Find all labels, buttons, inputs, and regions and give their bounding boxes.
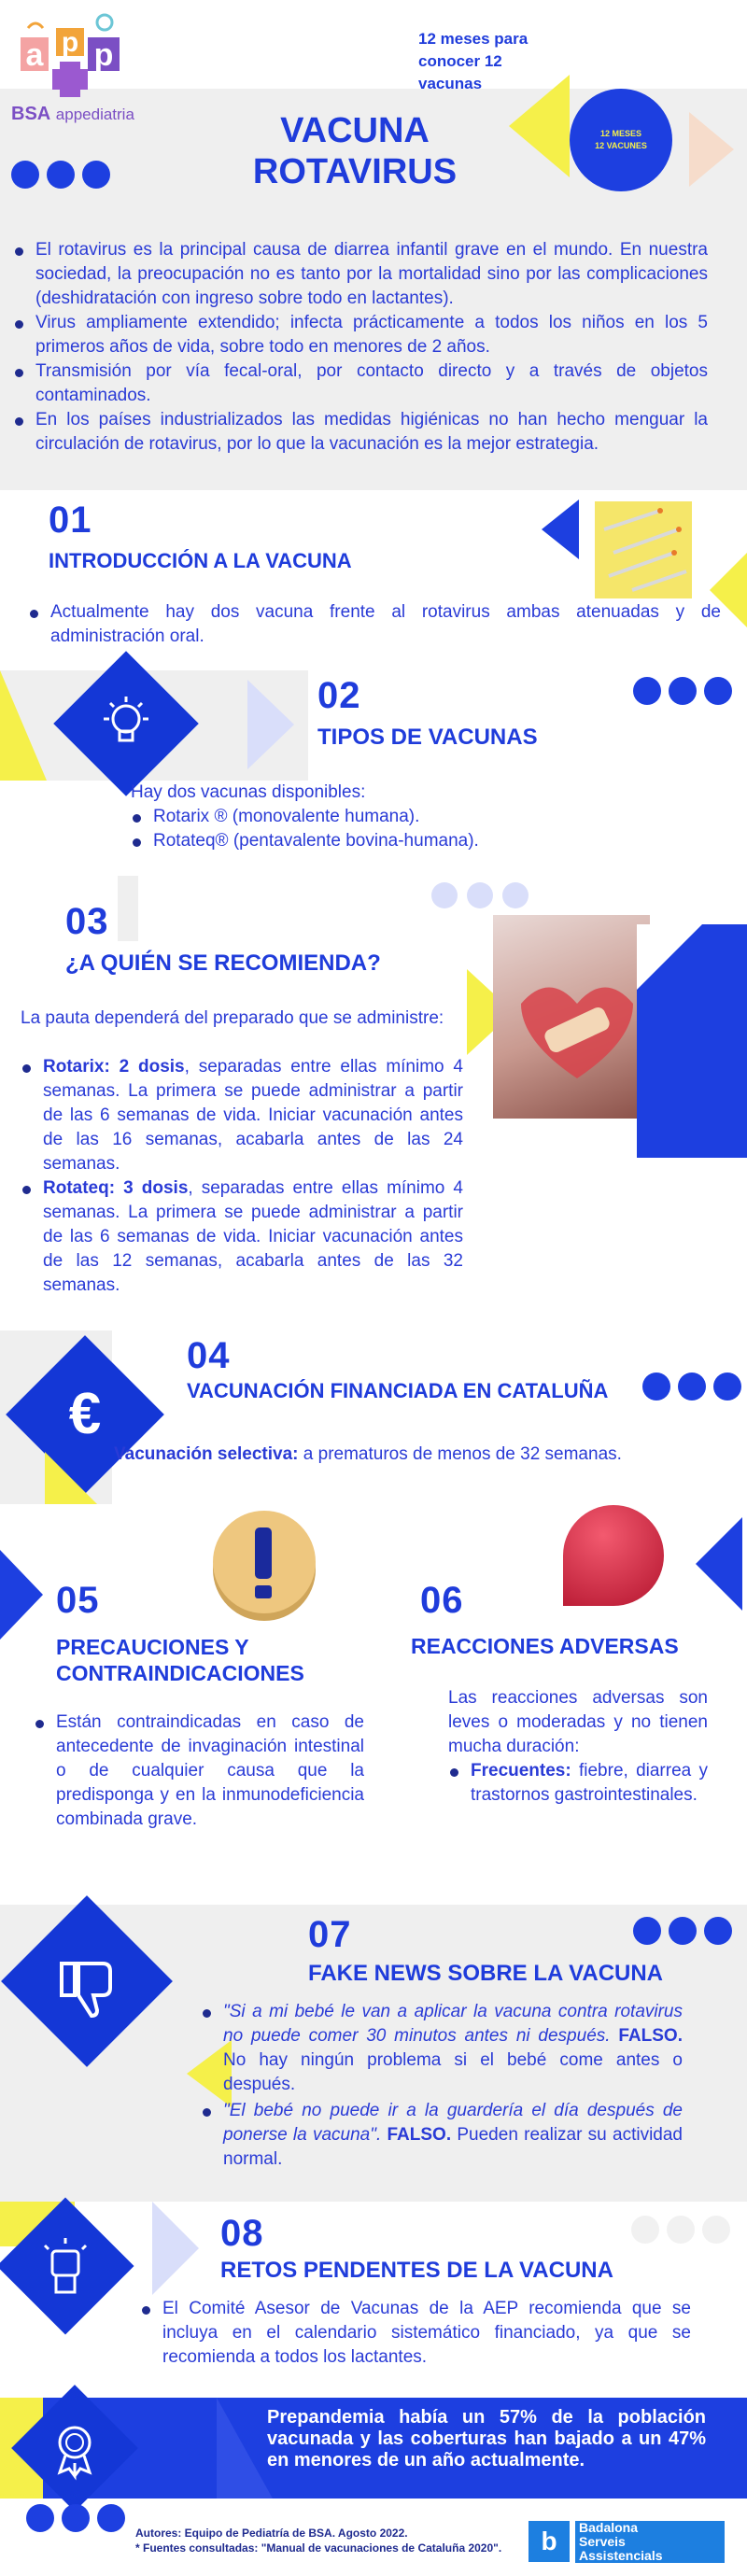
section-01-list <box>28 600 721 649</box>
header-yellow-triangle <box>509 75 570 177</box>
rotateq-detail: , separadas entre ellas mínimo 4 semanas. La primera se puede administrar a partir de las 6 semanas de vida. Iniciar vacunación antes de las 12 semanas, acabarla antes de las 32 semanas. <box>43 1178 463 1295</box>
fake-news-item <box>201 2099 683 2172</box>
org-line-2: Serveis <box>579 2534 626 2549</box>
intro-list <box>13 238 708 457</box>
footer-credits <box>135 2526 528 2555</box>
footer-dot-2 <box>62 2504 90 2532</box>
section-03-item <box>21 1055 463 1176</box>
section-02-dot-2 <box>669 677 697 705</box>
section-02-lead: Hay dos vacunas disponibles: <box>131 782 366 802</box>
badge-line-2: 12 VACUNES <box>595 141 647 150</box>
section-05-item: Están contraindicadas en caso de antecedente de invaginación intestinal o de cualquier causa que la predisponga y en la inmunodeficiencia combinada grave. <box>34 1710 364 1832</box>
footer-sources: * Fuentes consultadas: "Manual de vacunaciones de Cataluña 2020". <box>135 2541 502 2555</box>
section-08-number: 08 <box>220 2213 264 2254</box>
section-07-title: FAKE NEWS SOBRE LA VACUNA <box>308 1961 664 1986</box>
logo-sub: appediatria <box>55 106 134 123</box>
section-02-dot-1 <box>633 677 661 705</box>
section-02-yellow-triangle <box>0 670 47 781</box>
campaign-text: 12 meses para conocer 12 vacunas <box>418 30 529 92</box>
header-dot-2 <box>47 161 75 189</box>
org-line-1: Badalona <box>579 2520 639 2535</box>
section-01-blue-triangle <box>542 500 579 559</box>
section-01-number: 01 <box>49 500 92 541</box>
section-02-diamond <box>53 651 199 796</box>
syringe-icon <box>595 501 692 598</box>
section-03-lead: La pauta dependerá del preparado que se administre: <box>21 1008 444 1028</box>
section-02-item: Rotateq® (pentavalente bovina-humana). <box>131 829 654 853</box>
section-08-gray-dots <box>631 2216 734 2244</box>
header-dot-3 <box>82 161 110 189</box>
section-02-item: Rotarix ® (monovalente humana). <box>131 805 654 829</box>
title-line-1: VACUNA <box>280 111 430 150</box>
banner-lavender-triangle <box>217 2398 273 2499</box>
section-02-dot-3 <box>704 677 732 705</box>
section-03-list <box>21 1055 463 1298</box>
warning-sign <box>213 1511 316 1613</box>
footer-dot-3 <box>97 2504 125 2532</box>
heart-bandage-icon <box>493 915 650 1119</box>
section-07-dot-3 <box>704 1917 732 1945</box>
syringes-photo <box>595 501 692 598</box>
intro-item: El rotavirus es la principal causa de diarrea infantil grave en el mundo. En nuestra sociedad, la preocupación no es tanto por la mortalidad sino por las complicaciones (deshidratación con ingreso sobre todo en lactantes). <box>13 238 708 311</box>
fake-news-item <box>201 2000 683 2097</box>
red-gradient-shape <box>563 1505 664 1606</box>
exclamation-icon <box>255 1527 272 1579</box>
lightbulb-icon <box>75 672 177 775</box>
header-peach-triangle <box>689 112 734 187</box>
thumbs-down-icon <box>26 1921 148 2042</box>
section-02-number: 02 <box>317 675 361 716</box>
section-08-lavender-triangle <box>152 2202 199 2295</box>
svg-text:a: a <box>25 37 44 73</box>
svg-text:p: p <box>61 27 79 58</box>
bsa-logo-icon <box>11 9 142 103</box>
section-03-white-triangle <box>637 924 702 990</box>
section-03-accent <box>118 876 138 941</box>
section-05-number: 05 <box>56 1580 100 1621</box>
org-line-3: Assistencials <box>579 2548 663 2563</box>
euro-icon: € <box>68 1382 102 1446</box>
rotarix-dose: Rotarix: 2 dosis <box>43 1057 185 1077</box>
section-04-yellow-triangle <box>45 1452 97 1504</box>
gray-dot <box>667 2216 695 2244</box>
rotateq-dose: Rotateq: 3 dosis <box>43 1178 189 1198</box>
section-07-diamond <box>1 1895 173 2067</box>
fake-news-quote: "El bebé no puede ir a la guardería el día después de ponerse la vacuna". <box>223 2101 683 2145</box>
lavender-dot <box>502 882 529 908</box>
section-06-item <box>448 1759 708 1808</box>
bsa-logo <box>11 9 142 140</box>
selective-detail: a prematuros de menos de 32 semanas. <box>298 1444 622 1464</box>
section-08-item: El Comité Asesor de Vacunas de la AEP recomienda que se incluya en el calendario sistemático financiado, ya que se recomienda a todos los lactantes. <box>140 2297 691 2370</box>
section-08-title: RETOS PENDENTES DE LA VACUNA <box>220 2258 613 2283</box>
section-07-dot-1 <box>633 1917 661 1945</box>
falso-label: FALSO. <box>618 2026 683 2046</box>
banner-text: Prepandemia había un 57% de la población vacunada y las coberturas han bajado a un 47% en menores de un año actualmente. <box>267 2407 706 2470</box>
section-06-title: REACCIONES ADVERSAS <box>411 1634 679 1658</box>
raised-fist-icon <box>17 2217 114 2315</box>
svg-text:p: p <box>93 37 114 73</box>
intro-item: Virus ampliamente extendido; infecta prácticamente a todos los niños en los 5 primeros años de vida, sobre todo en menores de 2 años. <box>13 311 708 359</box>
section-04-text <box>114 1443 622 1467</box>
section-03-item <box>21 1176 463 1298</box>
fake-news-rebuttal: No hay ningún problema si el bebé come antes o después. <box>223 2050 683 2094</box>
lavender-dot <box>467 882 493 908</box>
section-08-diamond <box>0 2197 134 2334</box>
section-06-number: 06 <box>420 1580 464 1621</box>
page-title <box>215 110 495 192</box>
section-05-blue-triangle <box>0 1550 43 1640</box>
rotarix-detail: , separadas entre ellas mínimo 4 semanas. La primera se puede administrar a partir de las 6 semanas de vida. Iniciar vacunación antes de las 16 semanas, acabarla antes de las 24 semanas. <box>43 1057 464 1174</box>
section-01-title: INTRODUCCIÓN A LA VACUNA <box>49 549 352 572</box>
section-02-list <box>131 805 654 853</box>
gray-dot <box>702 2216 730 2244</box>
bsa-b-icon: b <box>529 2521 570 2562</box>
section-04-dot-3 <box>713 1372 741 1401</box>
selective-label: Vacunación selectiva: <box>114 1444 299 1464</box>
footer-authors: Autores: Equipo de Pediatría de BSA. Agosto 2022. <box>135 2527 408 2540</box>
falso-label: FALSO. <box>387 2125 452 2145</box>
badge-line-1: 12 MESES <box>599 129 642 138</box>
section-03-lavender-dots <box>431 882 543 908</box>
exclamation-dot <box>255 1585 272 1598</box>
bsa-org-name <box>575 2521 725 2563</box>
frequent-detail: fiebre, diarrea y trastornos gastrointestinales. <box>471 1761 708 1805</box>
gray-dot <box>631 2216 659 2244</box>
section-08-list <box>140 2297 691 2370</box>
award-badge-icon <box>30 2403 120 2493</box>
section-07-list <box>201 2000 683 2172</box>
intro-item: En los países industrializados las medidas higiénicas no han hecho menguar la circulación de rotavirus, por lo que la vacunación es la mejor estrategia. <box>13 408 708 457</box>
section-04-title: VACUNACIÓN FINANCIADA EN CATALUÑA <box>187 1379 609 1402</box>
section-03-number: 03 <box>65 901 109 942</box>
lavender-dot <box>431 882 458 908</box>
frequent-label: Frecuentes: <box>471 1761 571 1781</box>
section-05-title: PRECAUCIONES Y CONTRAINDICACIONES <box>56 1635 304 1685</box>
section-07-dot-2 <box>669 1917 697 1945</box>
vaccinated-arm-photo <box>493 915 650 1119</box>
campaign-badge <box>570 89 672 191</box>
section-06-list <box>448 1759 708 1808</box>
footer-dot-1 <box>26 2504 54 2532</box>
section-05-list <box>34 1710 364 1832</box>
section-03-title: ¿A QUIÉN SE RECOMIENDA? <box>65 950 381 976</box>
title-line-2: ROTAVIRUS <box>252 152 458 191</box>
section-07-number: 07 <box>308 1914 352 1955</box>
intro-item: Transmisión por vía fecal-oral, por contacto directo y a través de objetos contaminados. <box>13 359 708 408</box>
fake-news-rebuttal: Pueden realizar su actividad normal. <box>223 2125 683 2169</box>
header-dot-1 <box>11 161 39 189</box>
banner-diamond <box>11 2385 138 2512</box>
logo-brand: BSA <box>11 104 51 124</box>
section-02-lavender-triangle <box>247 680 294 769</box>
section-02-title: TIPOS DE VACUNAS <box>317 725 538 750</box>
section-06-blue-triangle <box>696 1517 742 1611</box>
section-01-item: Actualmente hay dos vacuna frente al rotavirus ambas atenuadas y de administración oral. <box>28 600 721 649</box>
section-06-lead: Las reacciones adversas son leves o moderadas y no tienen mucha duración: <box>448 1688 708 1756</box>
section-04-dot-2 <box>678 1372 706 1401</box>
fake-news-quote: "Si a mi bebé le van a aplicar la vacuna contra rotavirus no puede comer 30 minutos antes ni después. <box>223 2002 683 2046</box>
section-04-number: 04 <box>187 1335 231 1376</box>
section-04-dot-1 <box>642 1372 670 1401</box>
bsa-organization-logo <box>529 2521 725 2566</box>
